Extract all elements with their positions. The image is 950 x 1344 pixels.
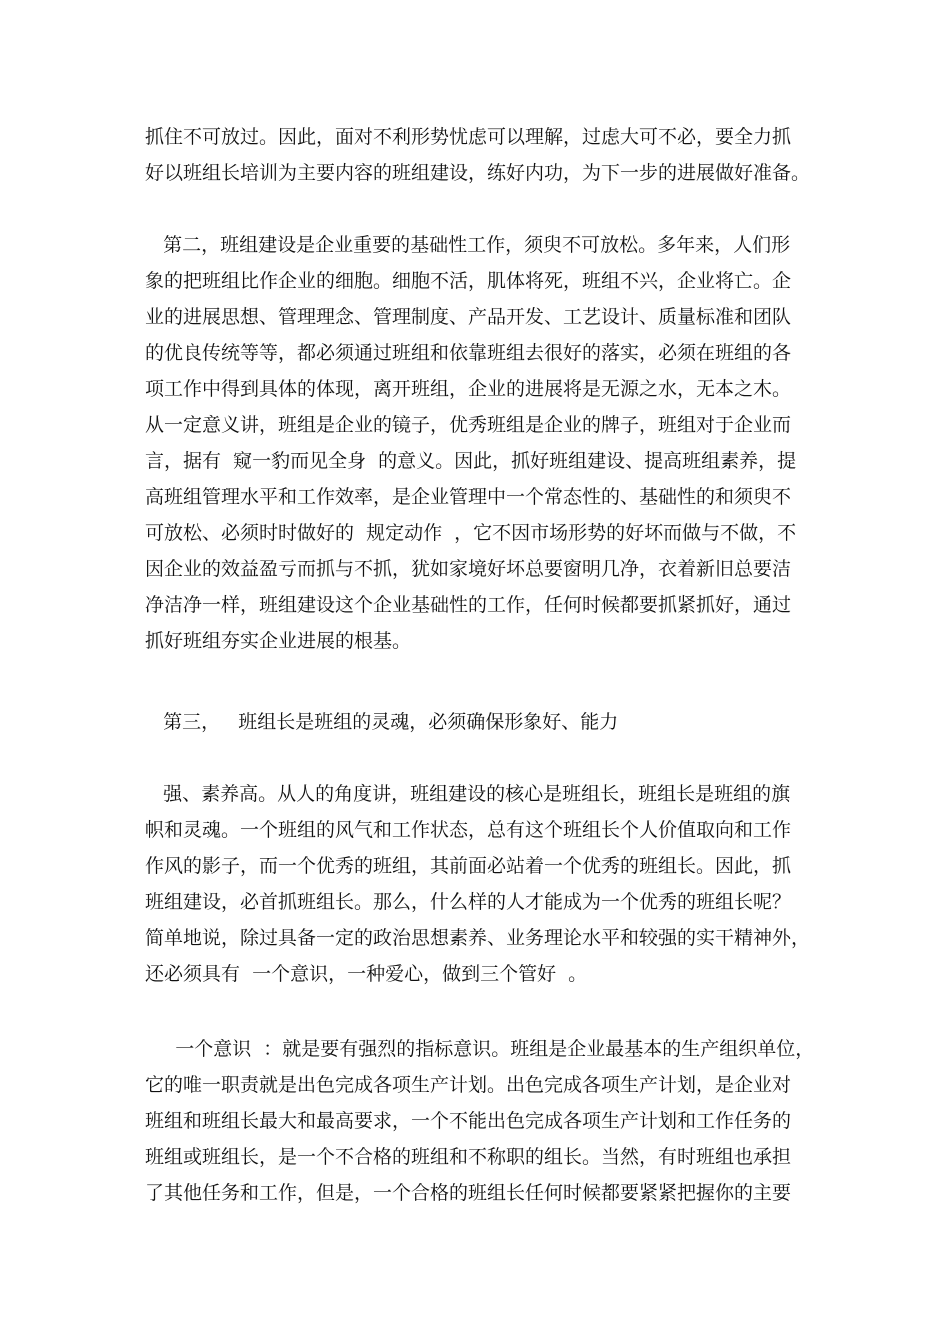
text-line: 高班组管理水平和工作效率，是企业管理中一个常态性的、基础性的和须臾不 <box>145 486 792 508</box>
text-line: 言，据有 窥一豹而见全身 的意义。因此，抓好班组建设、提高班组素养，提 <box>145 450 797 472</box>
text-line: 一个意识 ：就是要有强烈的指标意识。班组是企业最基本的生产组织单位， <box>145 1038 815 1060</box>
text-line: 班组和班组长最大和最高要求，一个不能出色完成各项生产计划和工作任务的 <box>145 1110 792 1132</box>
text-line: 从一定意义讲，班组是企业的镜子，优秀班组是企业的牌子，班组对于企业而 <box>145 414 792 436</box>
text-line: 帜和灵魂。一个班组的风气和工作状态，总有这个班组长个人价值取向和工作 <box>145 819 792 841</box>
text-line: 的优良传统等等，都必须通过班组和依靠班组去很好的落实，必须在班组的各 <box>145 342 792 364</box>
text-line: 了其他任务和工作，但是，一个合格的班组长任何时候都要紧紧把握你的主要 <box>145 1182 792 1204</box>
text-line: 抓好班组夯实企业进展的根基。 <box>145 630 412 652</box>
text-line: 简单地说，除过具备一定的政治思想素养、业务理论水平和较强的实干精神外， <box>145 927 811 949</box>
text-line: 可放松、必须时时做好的 规定动作 ，它不因市场形势的好坏而做与不做，不 <box>145 522 797 544</box>
text-line: 象的把班组比作企业的细胞。细胞不活，肌体将死，班组不兴，企业将亡。企 <box>145 270 792 292</box>
text-line: 作风的影子，而一个优秀的班组，其前面必站着一个优秀的班组长。因此，抓 <box>145 855 792 877</box>
text-line: 它的唯一职责就是出色完成各项生产计划。出色完成各项生产计划，是企业对 <box>145 1074 792 1096</box>
text-line: 班组建设，必首抓班组长。那么，什么样的人才能成为一个优秀的班组长呢？ <box>145 891 792 913</box>
text-line: 强、素养高。从人的角度讲，班组建设的核心是班组长，班组长是班组的旗 <box>145 783 791 805</box>
text-line: 第二，班组建设是企业重要的基础性工作，须臾不可放松。多年来，人们形 <box>145 234 791 256</box>
text-line: 项工作中得到具体的体现，离开班组，企业的进展将是无源之水，无本之木。 <box>145 378 792 400</box>
text-line: 还必须具有 一个意识，一种爱心，做到三个管好 。 <box>145 963 588 985</box>
text-line: 第三， 班组长是班组的灵魂，必须确保形象好、能力 <box>145 711 619 733</box>
text-line: 净洁净一样，班组建设这个企业基础性的工作，任何时候都要抓紧抓好，通过 <box>145 594 792 616</box>
text-line: 好以班组长培训为主要内容的班组建设，练好内功，为下一步的进展做好准备。 <box>145 162 811 184</box>
text-line: 因企业的效益盈亏而抓与不抓，犹如家境好坏总要窗明几净，衣着新旧总要洁 <box>145 558 792 580</box>
text-line: 业的进展思想、管理理念、管理制度、产品开发、工艺设计、质量标准和团队 <box>145 306 792 328</box>
text-line: 抓住不可放过。因此，面对不利形势忧虑可以理解，过虑大可不必，要全力抓 <box>145 126 792 148</box>
text-line: 班组或班组长，是一个不合格的班组和不称职的组长。当然，有时班组也承担 <box>145 1146 792 1168</box>
